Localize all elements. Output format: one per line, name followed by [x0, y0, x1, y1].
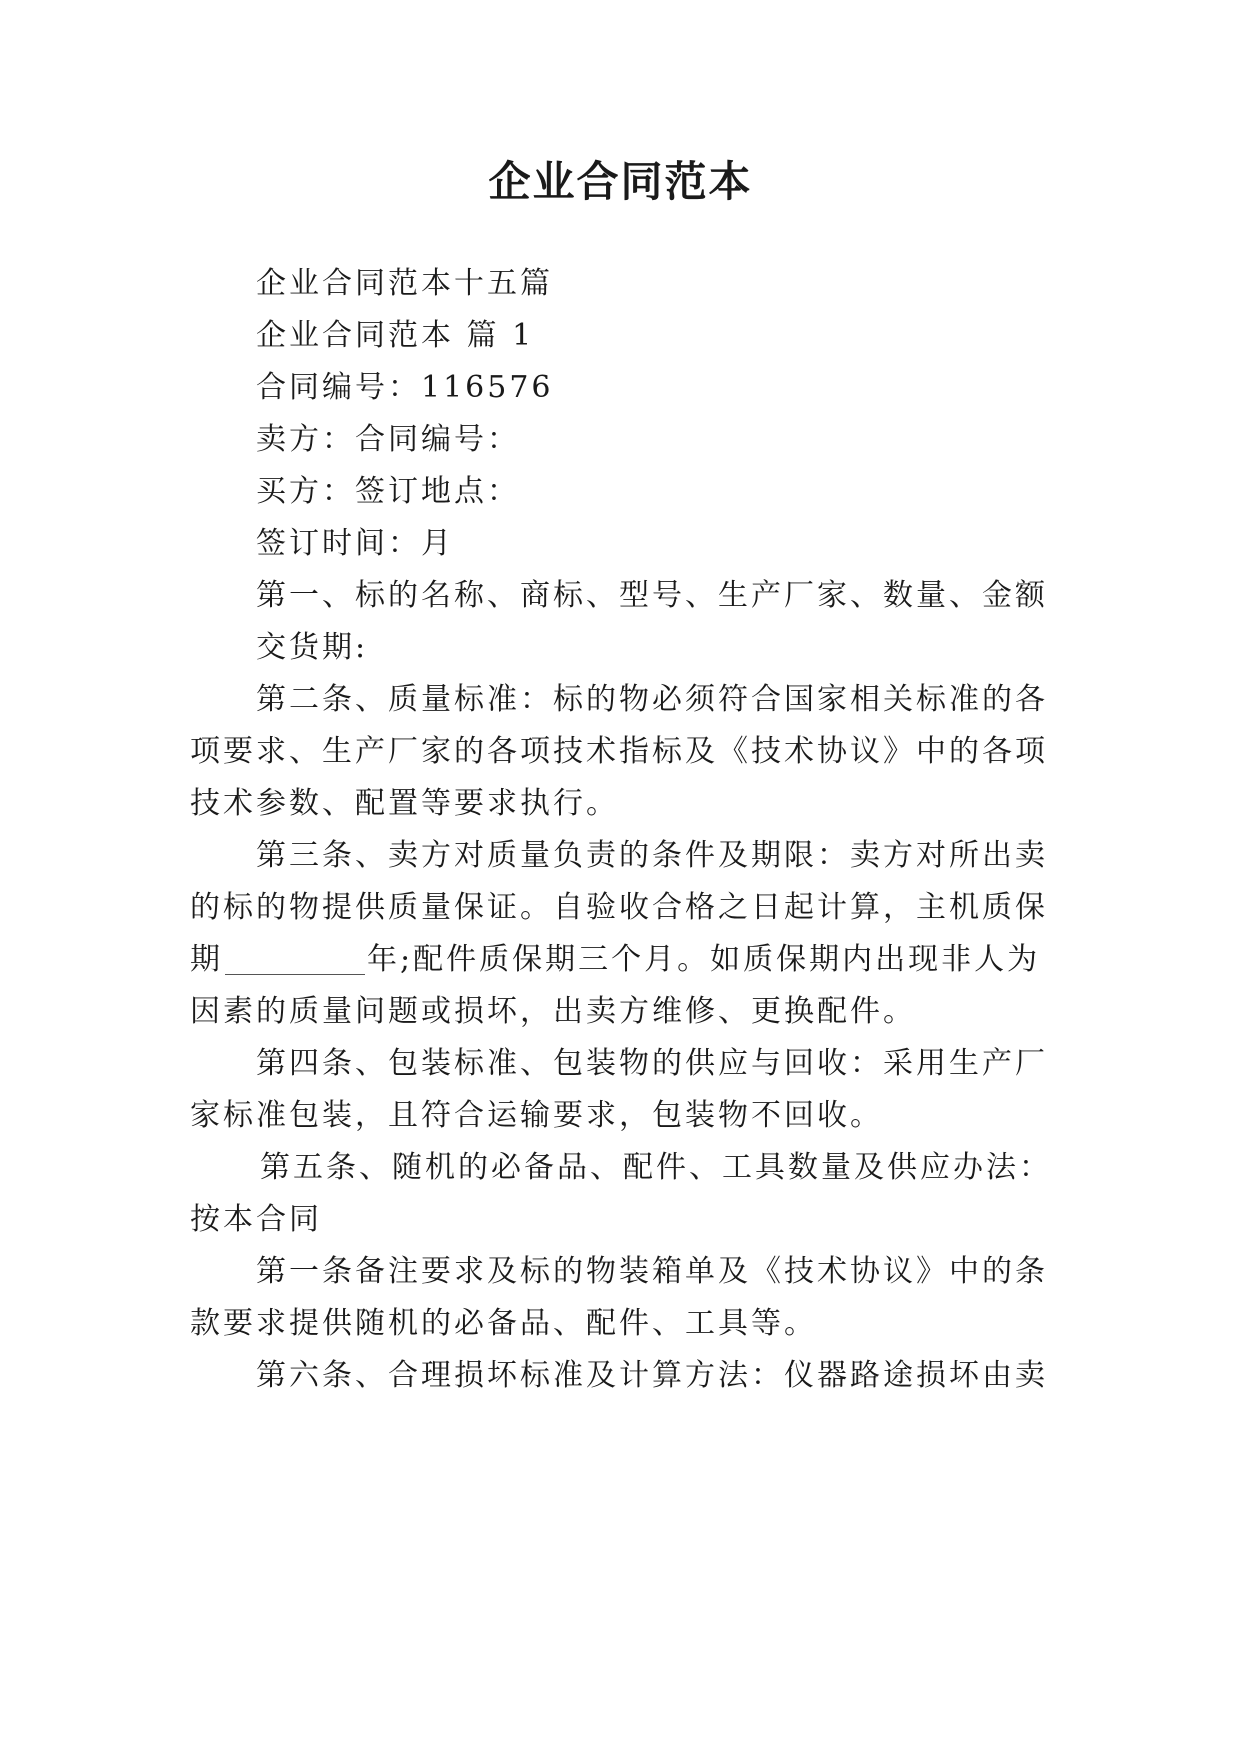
doc-line-section-heading: 企业合同范本 篇 1	[256, 318, 535, 353]
doc-line-article-3-warranty	[190, 940, 1040, 980]
doc-line-article-5-cont: 按本合同	[190, 1202, 322, 1237]
doc-line-delivery: 交货期:	[256, 630, 369, 665]
doc-line-seller: 卖方：合同编号：	[256, 422, 520, 457]
doc-line-article-2-end: 技术参数、配置等要求执行。	[190, 786, 619, 821]
document-title: 企业合同范本	[488, 157, 753, 206]
doc-line-contract-number: 合同编号：116576	[256, 370, 554, 405]
doc-line-article-1: 第一、标的名称、商标、型号、生产厂家、数量、金额	[256, 578, 1048, 613]
doc-line-article-6: 第六条、合理损坏标准及计算方法：仪器路途损坏由卖	[256, 1358, 1048, 1393]
doc-line-article-3-cont: 的标的物提供质量保证。自验收合格之日起计算，主机质保	[190, 890, 1048, 925]
doc-line-article-3-end: 因素的质量问题或损坏，出卖方维修、更换配件。	[190, 994, 916, 1029]
doc-line-article-2-cont: 项要求、生产厂家的各项技术指标及《技术协议》中的各项	[190, 734, 1048, 769]
doc-line-article-3: 第三条、卖方对质量负责的条件及期限：卖方对所出卖	[256, 838, 1048, 873]
doc-line-subtitle: 企业合同范本十五篇	[256, 266, 553, 301]
warranty-years-blank	[225, 946, 365, 975]
doc-line-article-5-end: 款要求提供随机的必备品、配件、工具等。	[190, 1306, 817, 1341]
warranty-prefix: 期	[190, 942, 223, 977]
doc-line-article-4: 第四条、包装标准、包装物的供应与回收：采用生产厂	[256, 1046, 1048, 1081]
doc-line-article-2: 第二条、质量标准：标的物必须符合国家相关标准的各	[256, 682, 1048, 717]
doc-line-article-4-end: 家标准包装，且符合运输要求，包装物不回收。	[190, 1098, 883, 1133]
warranty-suffix: 年;配件质保期三个月。如质保期内出现非人为	[367, 942, 1041, 977]
doc-line-sign-time: 签订时间：月	[256, 526, 454, 561]
doc-line-buyer: 买方：签订地点：	[256, 474, 520, 509]
doc-line-article-5-note: 第一条备注要求及标的物装箱单及《技术协议》中的条	[256, 1254, 1048, 1289]
doc-line-article-5: 第五条、随机的必备品、配件、工具数量及供应办法：	[260, 1150, 1052, 1185]
